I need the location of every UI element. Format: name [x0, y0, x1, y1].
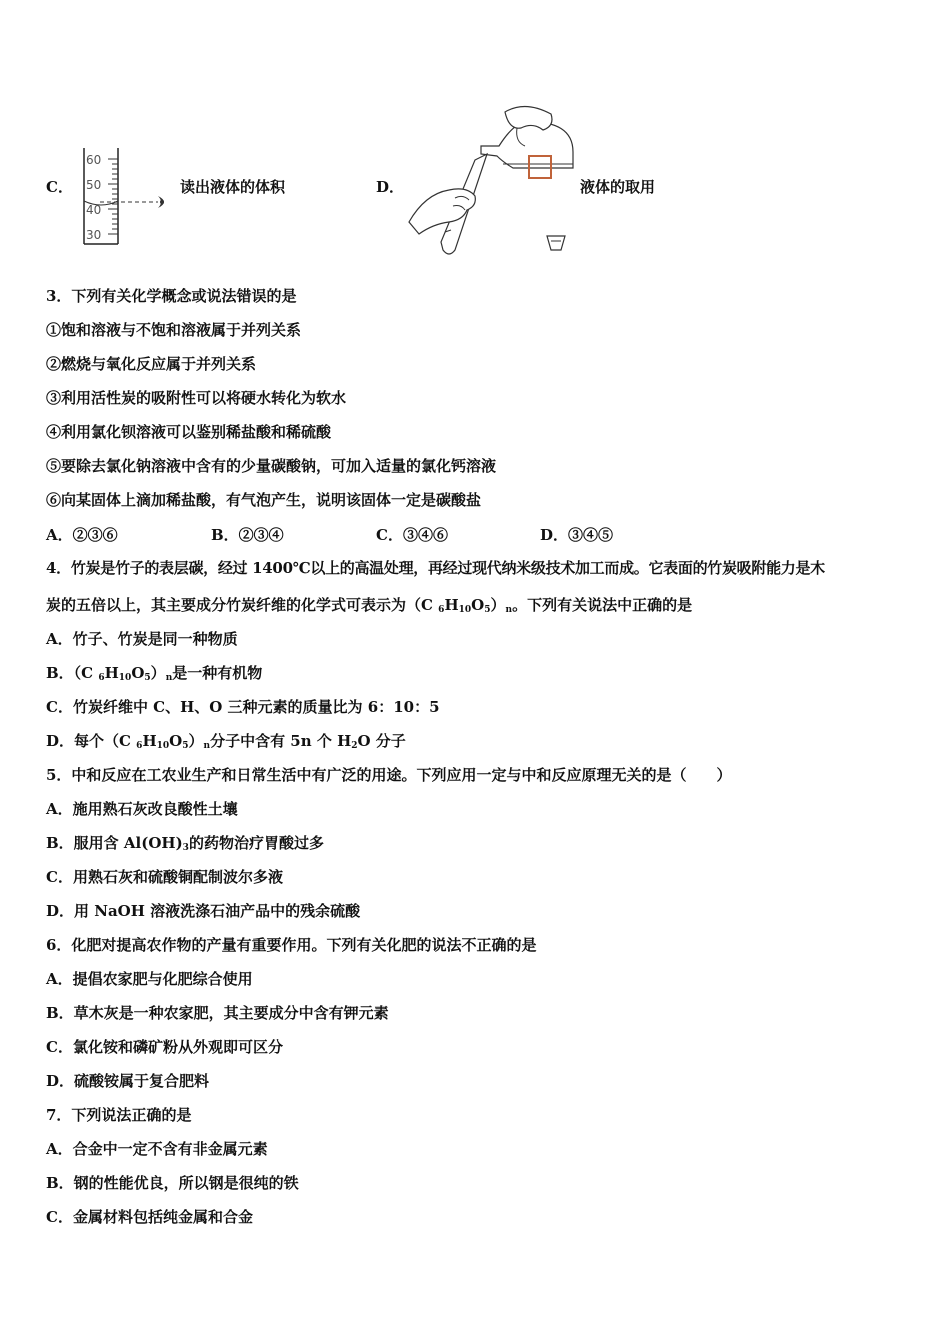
q3-choice-d[interactable]: D．③④⑤ — [540, 526, 614, 544]
q3-stem: 3．下列有关化学概念或说法错误的是 — [46, 287, 297, 305]
tick-label-50: 50 — [86, 178, 102, 192]
stopper-icon — [547, 236, 565, 250]
q3-item-1: ①饱和溶液与不饱和溶液属于并列关系 — [46, 321, 302, 339]
q4-option-b[interactable] — [46, 663, 920, 688]
q6-option-d[interactable]: D．硫酸铵属于复合肥料 — [46, 1072, 210, 1090]
formula-sub: 5 — [484, 605, 491, 615]
q3-item-6: ⑥向某固体上滴加稀盐酸，有气泡产生，说明该固体一定是碳酸盐 — [46, 491, 482, 509]
graduated-cylinder-figure — [78, 146, 178, 246]
tick-label-40: 40 — [86, 203, 102, 217]
option-c-letter: C． — [46, 178, 73, 196]
formula-sub: n — [505, 605, 513, 615]
q7-option-b[interactable]: B．钢的性能优良，所以钢是很纯的铁 — [46, 1174, 299, 1192]
q7-stem: 7．下列说法正确的是 — [46, 1106, 192, 1124]
option-c-caption: 读出液体的体积 — [180, 178, 286, 196]
q3-choice-b[interactable]: B．②③④ — [211, 526, 284, 544]
tick-label-60: 60 — [86, 153, 102, 167]
hand-icon — [409, 189, 475, 234]
formula-sub: n — [165, 673, 173, 683]
formula-sub: 6 — [438, 605, 445, 615]
q3-choice-a[interactable]: A．②③⑥ — [46, 526, 118, 544]
option-d-letter: D． — [376, 178, 405, 196]
option-text: 是一种有机物 — [172, 664, 263, 682]
liquid-pouring-figure — [405, 102, 585, 260]
q5-option-d[interactable]: D．用 NaOH 溶液洗涤石油产品中的残余硫酸 — [46, 902, 361, 920]
q5-stem: 5．中和反应在工农业生产和日常生活中有广泛的用途。下列应用一定与中和反应原理无关的是（ ） — [46, 766, 732, 784]
q6-option-a[interactable]: A．提倡农家肥与化肥综合使用 — [46, 970, 253, 988]
formula-sub: 6 — [136, 741, 143, 751]
q5-option-c[interactable]: C．用熟石灰和硫酸铜配制波尔多液 — [46, 868, 283, 886]
q7-option-a[interactable]: A．合金中一定不含有非金属元素 — [46, 1140, 268, 1158]
option-text: O 分子 — [357, 732, 406, 750]
formula-element: O — [131, 664, 145, 682]
q7-option-c[interactable]: C．金属材料包括纯金属和合金 — [46, 1208, 253, 1226]
q4-stem-line2 — [46, 595, 920, 620]
formula-sub: 6 — [98, 673, 105, 683]
formula-sub: n — [203, 741, 211, 751]
option-text: B．服用含 Al(OH) — [46, 834, 183, 852]
q4-option-c[interactable]: C．竹炭纤维中 C、H、O 三种元素的质量比为 6：10：5 — [46, 698, 440, 716]
formula-element: H — [444, 596, 459, 614]
formula-paren: ） — [188, 732, 204, 750]
q3-item-4: ④利用氯化钡溶液可以鉴别稀盐酸和稀硫酸 — [46, 423, 332, 441]
formula-paren: ） — [490, 596, 506, 614]
formula-sub: 2 — [351, 741, 358, 751]
q6-stem: 6．化肥对提高农作物的产量有重要作用。下列有关化肥的说法不正确的是 — [46, 936, 537, 954]
formula-sub: 5 — [144, 673, 151, 683]
q6-option-b[interactable]: B．草木灰是一种农家肥，其主要成分中含有钾元素 — [46, 1004, 389, 1022]
formula-sub: 5 — [182, 741, 189, 751]
formula-sub: 10 — [118, 673, 132, 683]
q3-item-5: ⑤要除去氯化钠溶液中含有的少量碳酸钠，可加入适量的氯化钙溶液 — [46, 457, 497, 475]
q3-item-3: ③利用活性炭的吸附性可以将硬水转化为软水 — [46, 389, 347, 407]
q5-option-b[interactable] — [46, 833, 920, 858]
q3-choice-c[interactable]: C．③④⑥ — [376, 526, 448, 544]
q4-stem-text-b: 。下列有关说法中正确的是 — [512, 596, 693, 614]
q4-stem-text-a: 炭的五倍以上，其主要成分竹炭纤维的化学式可表示为（C — [46, 596, 439, 614]
option-text: B．（C — [46, 664, 99, 682]
option-d-caption: 液体的取用 — [580, 178, 656, 196]
formula-element: O — [471, 596, 485, 614]
tick-label-30: 30 — [86, 228, 102, 242]
q4-stem-line1: 4．竹炭是竹子的表层碳，经过 1400℃以上的高温处理，再经过现代纳米级技术加工而成。它表面的竹炭吸附能力是木 — [46, 559, 825, 577]
formula-sub: 10 — [156, 741, 170, 751]
figure-options-row — [0, 100, 950, 270]
formula-sub: 3 — [182, 843, 189, 853]
q3-item-2: ②燃烧与氧化反应属于并列关系 — [46, 355, 257, 373]
q4-option-d[interactable] — [46, 731, 920, 756]
option-text: 分子中含有 5n 个 H — [210, 732, 352, 750]
formula-element: O — [169, 732, 183, 750]
formula-paren: ） — [150, 664, 166, 682]
formula-element: H — [104, 664, 119, 682]
option-text: D．每个（C — [46, 732, 137, 750]
option-text: 的药物治疗胃酸过多 — [188, 834, 324, 852]
q4-option-a[interactable]: A．竹子、竹炭是同一种物质 — [46, 630, 238, 648]
formula-sub: 10 — [458, 605, 472, 615]
q6-option-c[interactable]: C．氯化铵和磷矿粉从外观即可区分 — [46, 1038, 283, 1056]
q5-option-a[interactable]: A．施用熟石灰改良酸性土壤 — [46, 800, 238, 818]
formula-element: H — [142, 732, 157, 750]
